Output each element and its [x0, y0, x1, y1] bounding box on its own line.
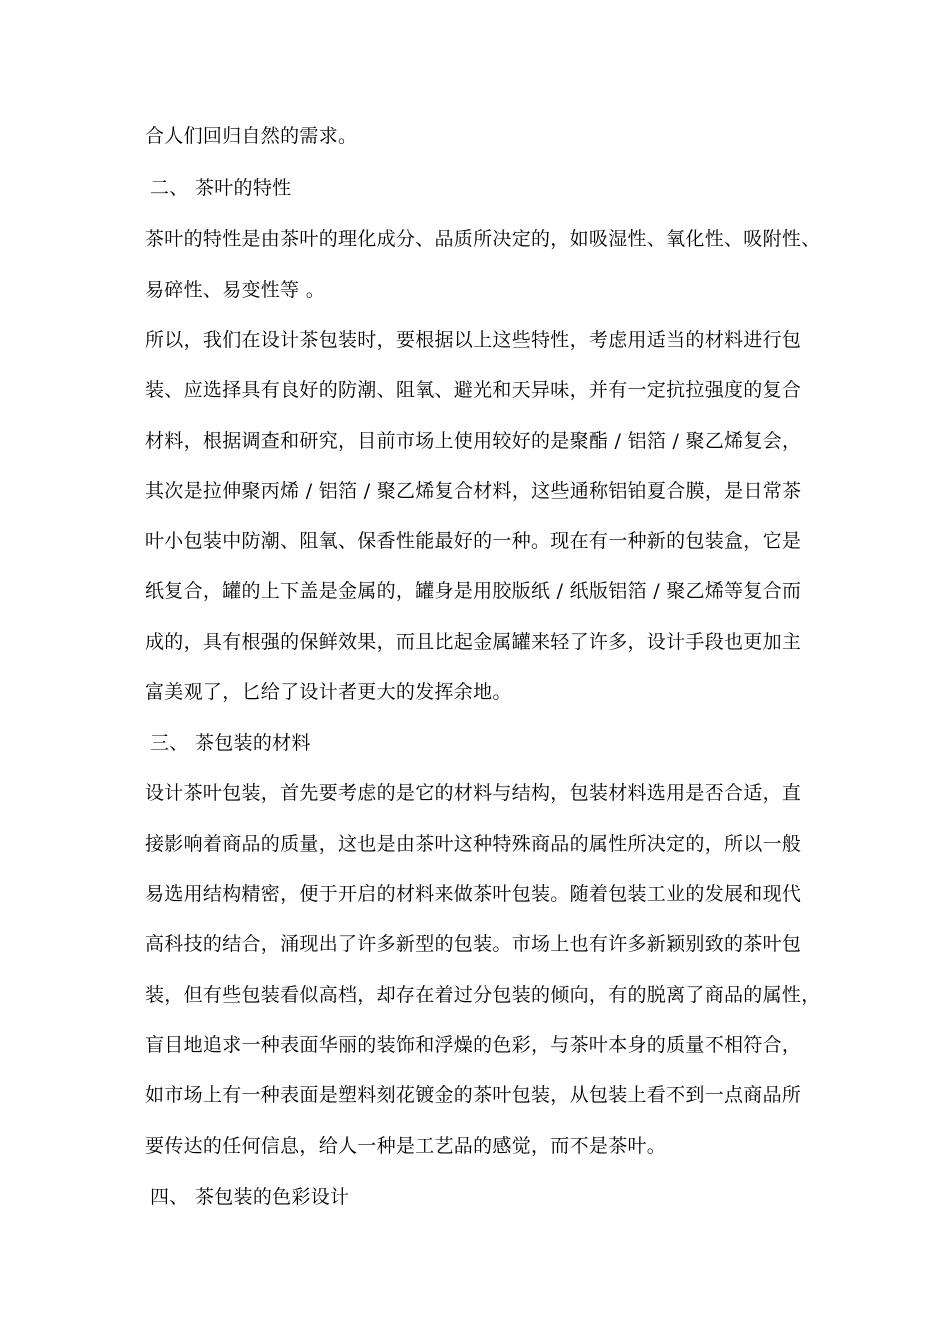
paragraph-line: 高科技的结合，涌现出了许多新型的包装。市场上也有许多新颖别致的茶叶包: [145, 933, 802, 955]
paragraph-line: 盲目地追求一种表面华丽的装饰和浮燥的色彩，与茶叶本身的质量不相符合，: [145, 1034, 802, 1056]
paragraph-line: 其次是拉伸聚丙烯 / 铝箔 / 聚乙烯复合材料，这些通称铝铂夏合膜，是日常茶: [145, 480, 802, 502]
section-heading: 四、 茶包装的色彩设计: [150, 1186, 350, 1208]
paragraph-line: 所以，我们在设计茶包装时，要根据以上这些特性，考虑用适当的材料进行包: [145, 329, 802, 351]
paragraph-line: 富美观了，匕给了设计者更大的发挥余地。: [145, 681, 512, 703]
section-heading: 二、 茶叶的特性: [150, 177, 292, 199]
paragraph-line: 茶叶的特性是由茶叶的理化成分、品质所决定的，如吸湿性、氧化性、吸附性、: [145, 228, 821, 250]
paragraph-line: 叶小包装中防潮、阻氧、保香性能最好的一种。现在有一种新的包装盒，它是: [145, 530, 802, 552]
paragraph-line: 纸复合，罐的上下盖是金属的，罐身是用胶版纸 / 纸版铝箔 / 聚乙烯等复合而: [145, 580, 802, 602]
paragraph-line: 装，但有些包装看似高档，却存在着过分包装的倾向，有的脱离了商品的属性，: [145, 984, 821, 1006]
paragraph-line: 如市场上有一种表面是塑料刻花镀金的茶叶包装，从包装上看不到一点商品所: [145, 1084, 802, 1106]
paragraph-line: 材料，根据调查和研究，目前市场上使用较好的是聚酯 / 铝箔 / 聚乙烯复会，: [145, 430, 802, 452]
paragraph-line: 合人们回归自然的需求。: [145, 125, 358, 147]
paragraph-line: 装、应选择具有良好的防潮、阻氧、避光和天异味，并有一定抗拉强度的复合: [145, 379, 802, 401]
paragraph-line: 成的，具有根强的保鲜效果，而且比起金属罐来轻了许多，设计手段也更加主: [145, 631, 802, 653]
paragraph-line: 易选用结构精密，便于开启的材料来做茶叶包装。随着包装工业的发展和现代: [145, 883, 802, 905]
paragraph-line: 要传达的任何信息，给人一种是工艺品的感觉，而不是茶叶。: [145, 1135, 667, 1157]
section-heading: 三、 茶包装的材料: [150, 732, 311, 754]
paragraph-line: 易碎性、易变性等 。: [145, 279, 326, 301]
paragraph-line: 设计茶叶包装，首先要考虑的是它的材料与结构，包装材料选用是否合适，直: [145, 782, 802, 804]
paragraph-line: 接影响着商品的质量，这也是由茶叶这种特殊商品的属性所决定的，所以一般: [145, 833, 802, 855]
